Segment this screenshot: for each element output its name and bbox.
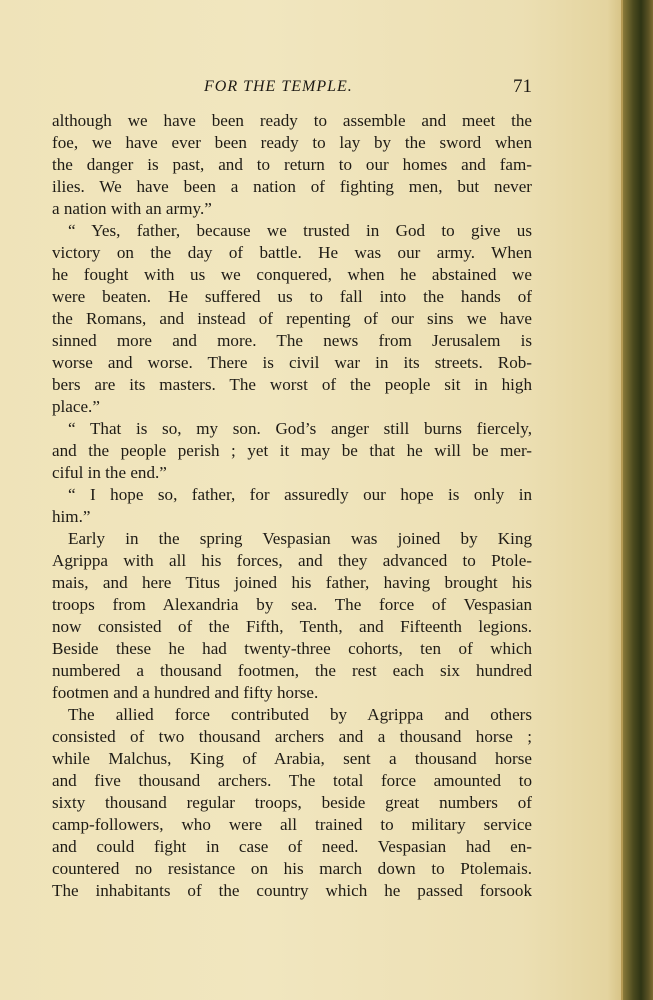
text-line: although we have been ready to assemble and meet the: [52, 111, 532, 130]
text-line: camp-followers, who were all trained to military service: [52, 815, 532, 834]
text-line: sinned more and more. The news from Jerusalem is: [52, 331, 532, 350]
text-line: a nation with an army.”: [52, 199, 212, 218]
text-line: Beside these he had twenty-three cohorts, ten of which: [52, 639, 532, 658]
text-line: ciful in the end.”: [52, 463, 167, 482]
body-text: [52, 110, 532, 902]
book-spine: [623, 0, 653, 1000]
text-line: while Malchus, King of Arabia, sent a thousand horse: [52, 749, 532, 768]
text-line: bers are its masters. The worst of the people sit in high: [52, 375, 532, 394]
text-line: ilies. We have been a nation of fighting men, but never: [52, 177, 532, 196]
text-line: sixty thousand regular troops, beside great numbers of: [52, 793, 532, 812]
text-line: foe, we have ever been ready to lay by the sword when: [52, 133, 532, 152]
text-line: place.”: [52, 397, 100, 416]
text-line: and the people perish ; yet it may be that he will be mer-: [52, 441, 532, 460]
text-line: Early in the spring Vespasian was joined by King: [68, 529, 532, 548]
running-title: FOR THE TEMPLE.: [204, 78, 353, 95]
text-line: troops from Alexandria by sea. The force of Vespasian: [52, 595, 532, 614]
text-line: Agrippa with all his forces, and they advanced to Ptole-: [52, 551, 532, 570]
text-line: The inhabitants of the country which he passed forsook: [52, 881, 532, 900]
text-line: victory on the day of battle. He was our army. When: [52, 243, 532, 262]
page-number: 71: [513, 76, 532, 97]
text-line: now consisted of the Fifth, Tenth, and Fifteenth legions.: [52, 617, 532, 636]
text-line: The allied force contributed by Agrippa and others: [68, 705, 532, 724]
text-line: him.”: [52, 507, 91, 526]
text-line: and could fight in case of need. Vespasian had en-: [52, 837, 532, 856]
text-line: “ Yes, father, because we trusted in God to give us: [68, 221, 532, 240]
page-header: [52, 76, 532, 104]
text-line: “ That is so, my son. God’s anger still burns fiercely,: [68, 419, 532, 438]
text-line: “ I hope so, father, for assuredly our hope is only in: [68, 485, 532, 504]
text-line: the Romans, and instead of repenting of our sins we have: [52, 309, 532, 328]
text-line: footmen and a hundred and fifty horse.: [52, 683, 319, 702]
text-line: numbered a thousand footmen, the rest each six hundred: [52, 661, 532, 680]
text-line: the danger is past, and to return to our homes and fam-: [52, 155, 532, 174]
text-line: and five thousand archers. The total force amounted to: [52, 771, 532, 790]
text-line: consisted of two thousand archers and a thousand horse ;: [52, 727, 532, 746]
text-line: he fought with us we conquered, when he abstained we: [52, 265, 532, 284]
text-line: mais, and here Titus joined his father, having brought his: [52, 573, 532, 592]
text-line: worse and worse. There is civil war in its streets. Rob-: [52, 353, 532, 372]
text-line: were beaten. He suffered us to fall into the hands of: [52, 287, 532, 306]
text-line: countered no resistance on his march down to Ptolemais.: [52, 859, 532, 878]
